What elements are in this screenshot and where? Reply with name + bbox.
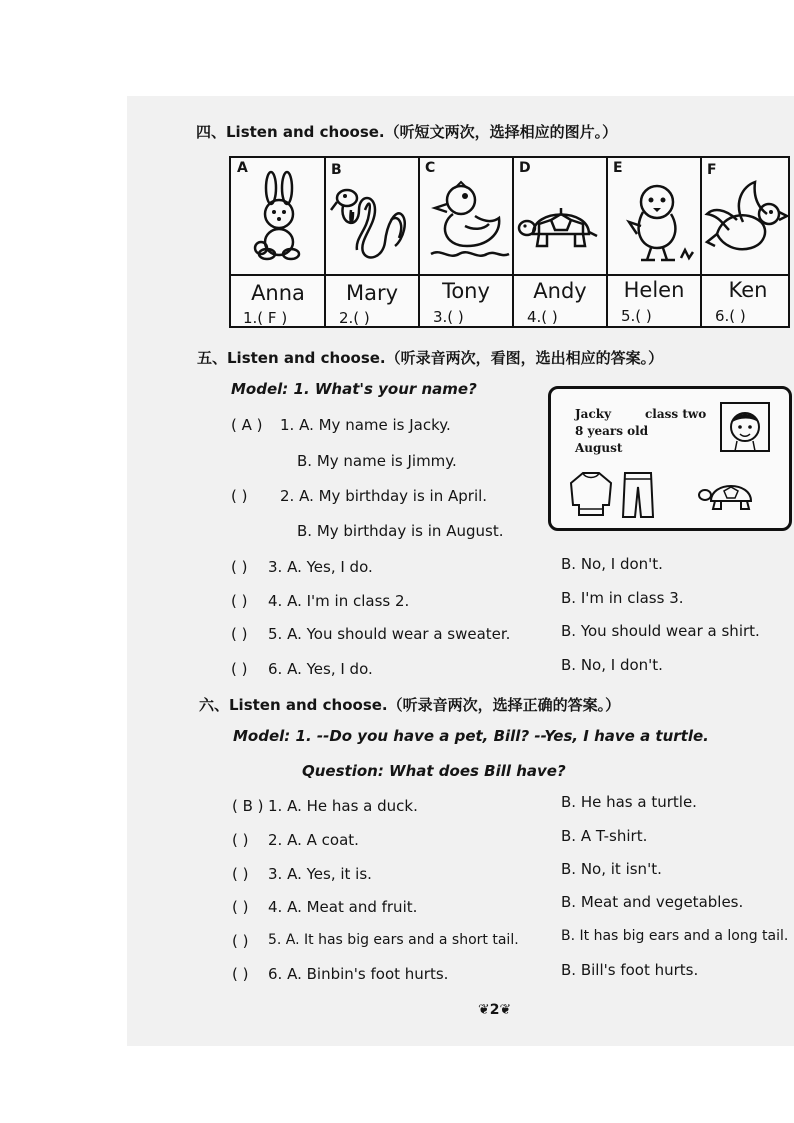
bird-icon	[703, 174, 789, 264]
info-age: 8 years old	[575, 424, 649, 438]
turtle-icon	[517, 188, 605, 268]
s6-q2-option-a: 2. A. A coat.	[268, 831, 359, 849]
snake-icon	[329, 180, 415, 270]
s6-q1-option-b: B. He has a turtle.	[561, 793, 697, 811]
sweater-icon	[567, 469, 615, 519]
s5-q2-option-b: B. My birthday is in August.	[297, 522, 504, 540]
cell-letter-b: B	[331, 162, 342, 178]
section-5-heading: 五、Listen and choose.（听录音两次，看图，选出相应的答案。）	[197, 349, 664, 367]
page-number: 2	[489, 1002, 500, 1018]
s5-q4-bracket[interactable]: ( )	[231, 592, 248, 610]
s6-q4-bracket[interactable]: ( )	[232, 898, 249, 916]
s5-q5-option-a: 5. A. You should wear a sweater.	[268, 625, 511, 643]
info-name: Jacky	[575, 407, 612, 421]
cell-letter-a: A	[237, 160, 248, 176]
s5-q2-option-a: 2. A. My birthday is in April.	[280, 487, 488, 505]
s5-q3-bracket[interactable]: ( )	[231, 558, 248, 576]
duck-icon	[425, 174, 513, 270]
s6-q4-option-a: 4. A. Meat and fruit.	[268, 898, 418, 916]
s5-q3-option-a: 3. A. Yes, I do.	[268, 558, 373, 576]
jacky-info-card	[548, 386, 792, 531]
s5-q6-bracket[interactable]: ( )	[231, 660, 248, 678]
name-tony: Tony	[442, 279, 490, 303]
s6-q5-option-b: B. It has big ears and a long tail.	[561, 928, 789, 944]
answer-blank-1[interactable]: 1.( F )	[243, 309, 288, 327]
section-6-question: Question: What does Bill have?	[302, 762, 566, 780]
s5-q4-option-a: 4. A. I'm in class 2.	[268, 592, 410, 610]
s6-q6-option-a: 6. A. Binbin's foot hurts.	[268, 965, 449, 983]
section-4-heading: 四、Listen and choose.（听短文两次，选择相应的图片。）	[196, 123, 618, 141]
page-number-footer	[478, 1002, 511, 1018]
answer-blank-6[interactable]: 6.( )	[715, 307, 746, 325]
cell-letter-d: D	[519, 160, 531, 176]
s5-q2-bracket[interactable]: ( )	[231, 487, 248, 505]
info-class: class two	[645, 407, 707, 421]
s5-q4-option-b: B. I'm in class 3.	[561, 589, 684, 607]
picture-name-table	[229, 156, 790, 328]
s5-q1-bracket[interactable]: ( A )	[231, 416, 263, 434]
cell-letter-e: E	[613, 160, 623, 176]
s5-q6-option-a: 6. A. Yes, I do.	[268, 660, 373, 678]
s6-q3-bracket[interactable]: ( )	[232, 865, 249, 883]
s5-q5-bracket[interactable]: ( )	[231, 625, 248, 643]
cell-letter-f: F	[707, 162, 717, 178]
chick-icon	[611, 172, 699, 268]
s5-q6-option-b: B. No, I don't.	[561, 656, 663, 674]
s5-q1-option-b: B. My name is Jimmy.	[297, 452, 457, 470]
answer-blank-3[interactable]: 3.( )	[433, 308, 464, 326]
s5-q3-option-b: B. No, I don't.	[561, 555, 663, 573]
answer-blank-5[interactable]: 5.( )	[621, 307, 652, 325]
leaf-ornament-right-icon: ❦	[499, 1002, 512, 1018]
leaf-ornament-left-icon: ❦	[478, 1002, 490, 1018]
answer-blank-4[interactable]: 4.( )	[527, 308, 558, 326]
name-helen: Helen	[623, 278, 685, 302]
s5-q5-option-b: B. You should wear a shirt.	[561, 622, 760, 640]
s6-q6-option-b: B. Bill's foot hurts.	[561, 961, 699, 979]
cell-letter-c: C	[425, 160, 436, 176]
s6-q2-bracket[interactable]: ( )	[232, 831, 249, 849]
name-ken: Ken	[728, 278, 768, 302]
name-andy: Andy	[533, 279, 587, 303]
s5-q1-option-a: 1. A. My name is Jacky.	[280, 416, 451, 434]
s6-q3-option-a: 3. A. Yes, it is.	[268, 865, 372, 883]
s6-q4-option-b: B. Meat and vegetables.	[561, 893, 744, 911]
section-6-heading: 六、Listen and choose.（听录音两次，选择正确的答案。）	[199, 696, 621, 714]
name-anna: Anna	[251, 281, 305, 305]
trousers-icon	[621, 469, 655, 521]
s6-q3-option-b: B. No, it isn't.	[561, 860, 662, 878]
s6-q5-bracket[interactable]: ( )	[232, 932, 249, 950]
pet-turtle-icon	[697, 475, 761, 515]
s6-q6-bracket[interactable]: ( )	[232, 965, 249, 983]
section-5-model: Model: 1. What's your name?	[231, 380, 477, 398]
name-mary: Mary	[345, 281, 399, 305]
answer-blank-2[interactable]: 2.( )	[339, 309, 370, 327]
s6-q5-option-a: 5. A. It has big ears and a short tail.	[268, 932, 519, 948]
section-6-model: Model: 1. --Do you have a pet, Bill? --Yes, I have a turtle.	[233, 727, 709, 745]
boy-portrait-icon	[719, 401, 771, 453]
s6-q1-option-a: 1. A. He has a duck.	[268, 797, 418, 815]
rabbit-icon	[241, 168, 315, 268]
info-birth-month: August	[575, 441, 623, 455]
s6-q2-option-b: B. A T-shirt.	[561, 827, 648, 845]
s6-q1-bracket[interactable]: ( B )	[232, 797, 264, 815]
